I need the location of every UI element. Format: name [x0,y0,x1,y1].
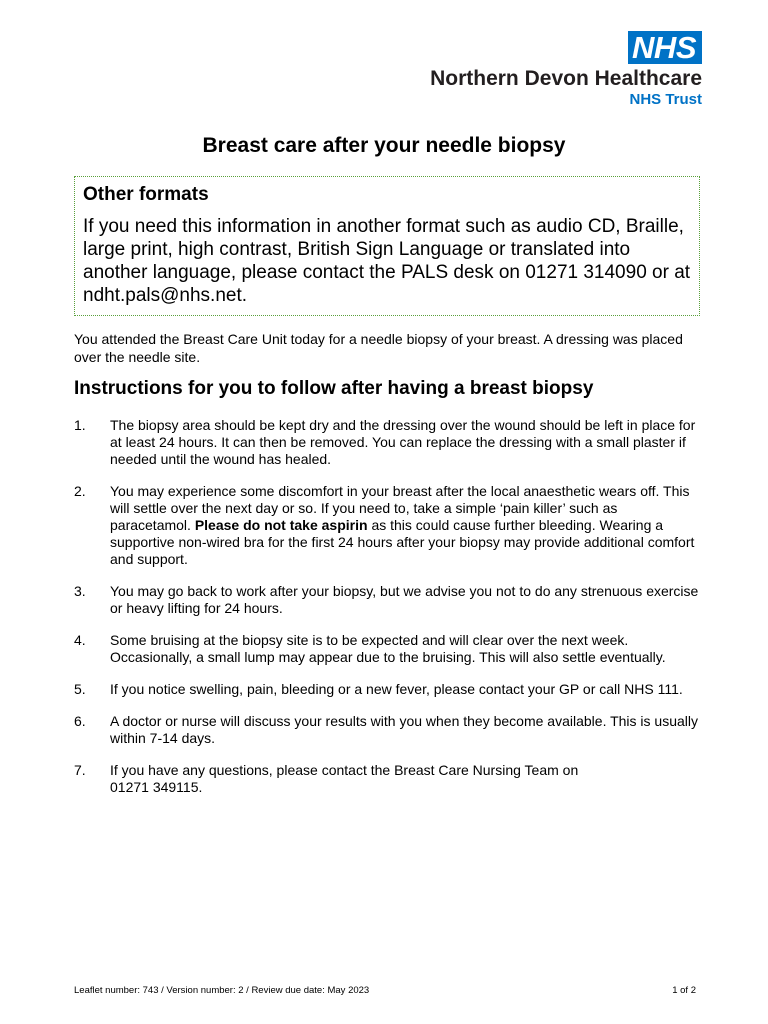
list-item [74,417,700,468]
list-item [74,762,700,796]
page-title: Breast care after your needle biopsy [202,134,566,157]
item-number: 3. [74,583,86,599]
instructions-heading: Instructions for you to follow after having a breast biopsy [74,378,594,399]
item-number: 4. [74,632,86,648]
other-formats-heading: Other formats [83,184,209,205]
item-text [110,483,694,567]
item-text-part: as this could cause further bleeding. Wearing a supportive non-wired bra for the first 24 hours after your biopsy may provide additional comfort and support. [110,517,695,567]
contact-phone: 01271 349115. [110,779,203,795]
org-name: Northern Devon Healthcare [430,67,702,90]
item-text-line: If you have any questions, please contact the Breast Care Nursing Team on [110,762,579,778]
list-item [74,483,700,568]
item-text: The biopsy area should be kept dry and the dressing over the wound should be left in place for at least 24 hours. It can then be removed. You can replace the dressing with a small plaster if needed until the wound has healed. [110,417,696,467]
nhs-logo: NHS [628,31,702,64]
nhs-trust-logo [430,31,702,109]
intro-paragraph: You attended the Breast Care Unit today for a needle biopsy of your breast. A dressing was placed over the needle site. [74,331,683,365]
leaflet-info: Leaflet number: 743 / Version number: 2 / Review due date: May 2023 [74,985,370,996]
aspirin-warning: Please do not take aspirin [194,517,368,533]
org-trust: NHS Trust [629,91,702,108]
item-number: 6. [74,713,86,729]
other-formats-box [74,176,700,316]
other-formats-text: If you need this information in another format such as audio CD, Braille, large print, high contrast, British Sign Language or translated into another language, please contact the PALS desk on 01271 314090 or at ndht.pals@nhs.net. [83,216,691,306]
item-text-part: You may experience some discomfort in your breast after the local anaesthetic wears off. This will settle over the next day or so. If you need to, take a simple ‘pain killer’ such as paracetamol. [110,483,690,533]
item-number: 1. [74,417,86,433]
item-text: If you notice swelling, pain, bleeding or a new fever, please contact your GP or call NHS 111. [110,681,683,697]
item-text: You may go back to work after your biopsy, but we advise you not to do any strenuous exercise or heavy lifting for 24 hours. [110,583,699,616]
item-text: Some bruising at the biopsy site is to be expected and will clear over the next week. Occasionally, a small lump may appear due to the bruising. This will also settle eventually. [110,632,666,665]
list-item [74,583,700,617]
list-item [74,713,700,747]
item-text: A doctor or nurse will discuss your results with you when they become available. This is usually within 7-14 days. [110,713,699,746]
item-number: 5. [74,681,86,697]
item-text [110,762,578,795]
item-number: 2. [74,483,86,499]
page-number: 1 of 2 [672,985,696,996]
item-number: 7. [74,762,86,778]
list-item [74,681,700,698]
instructions-list [74,417,700,811]
list-item [74,632,700,666]
